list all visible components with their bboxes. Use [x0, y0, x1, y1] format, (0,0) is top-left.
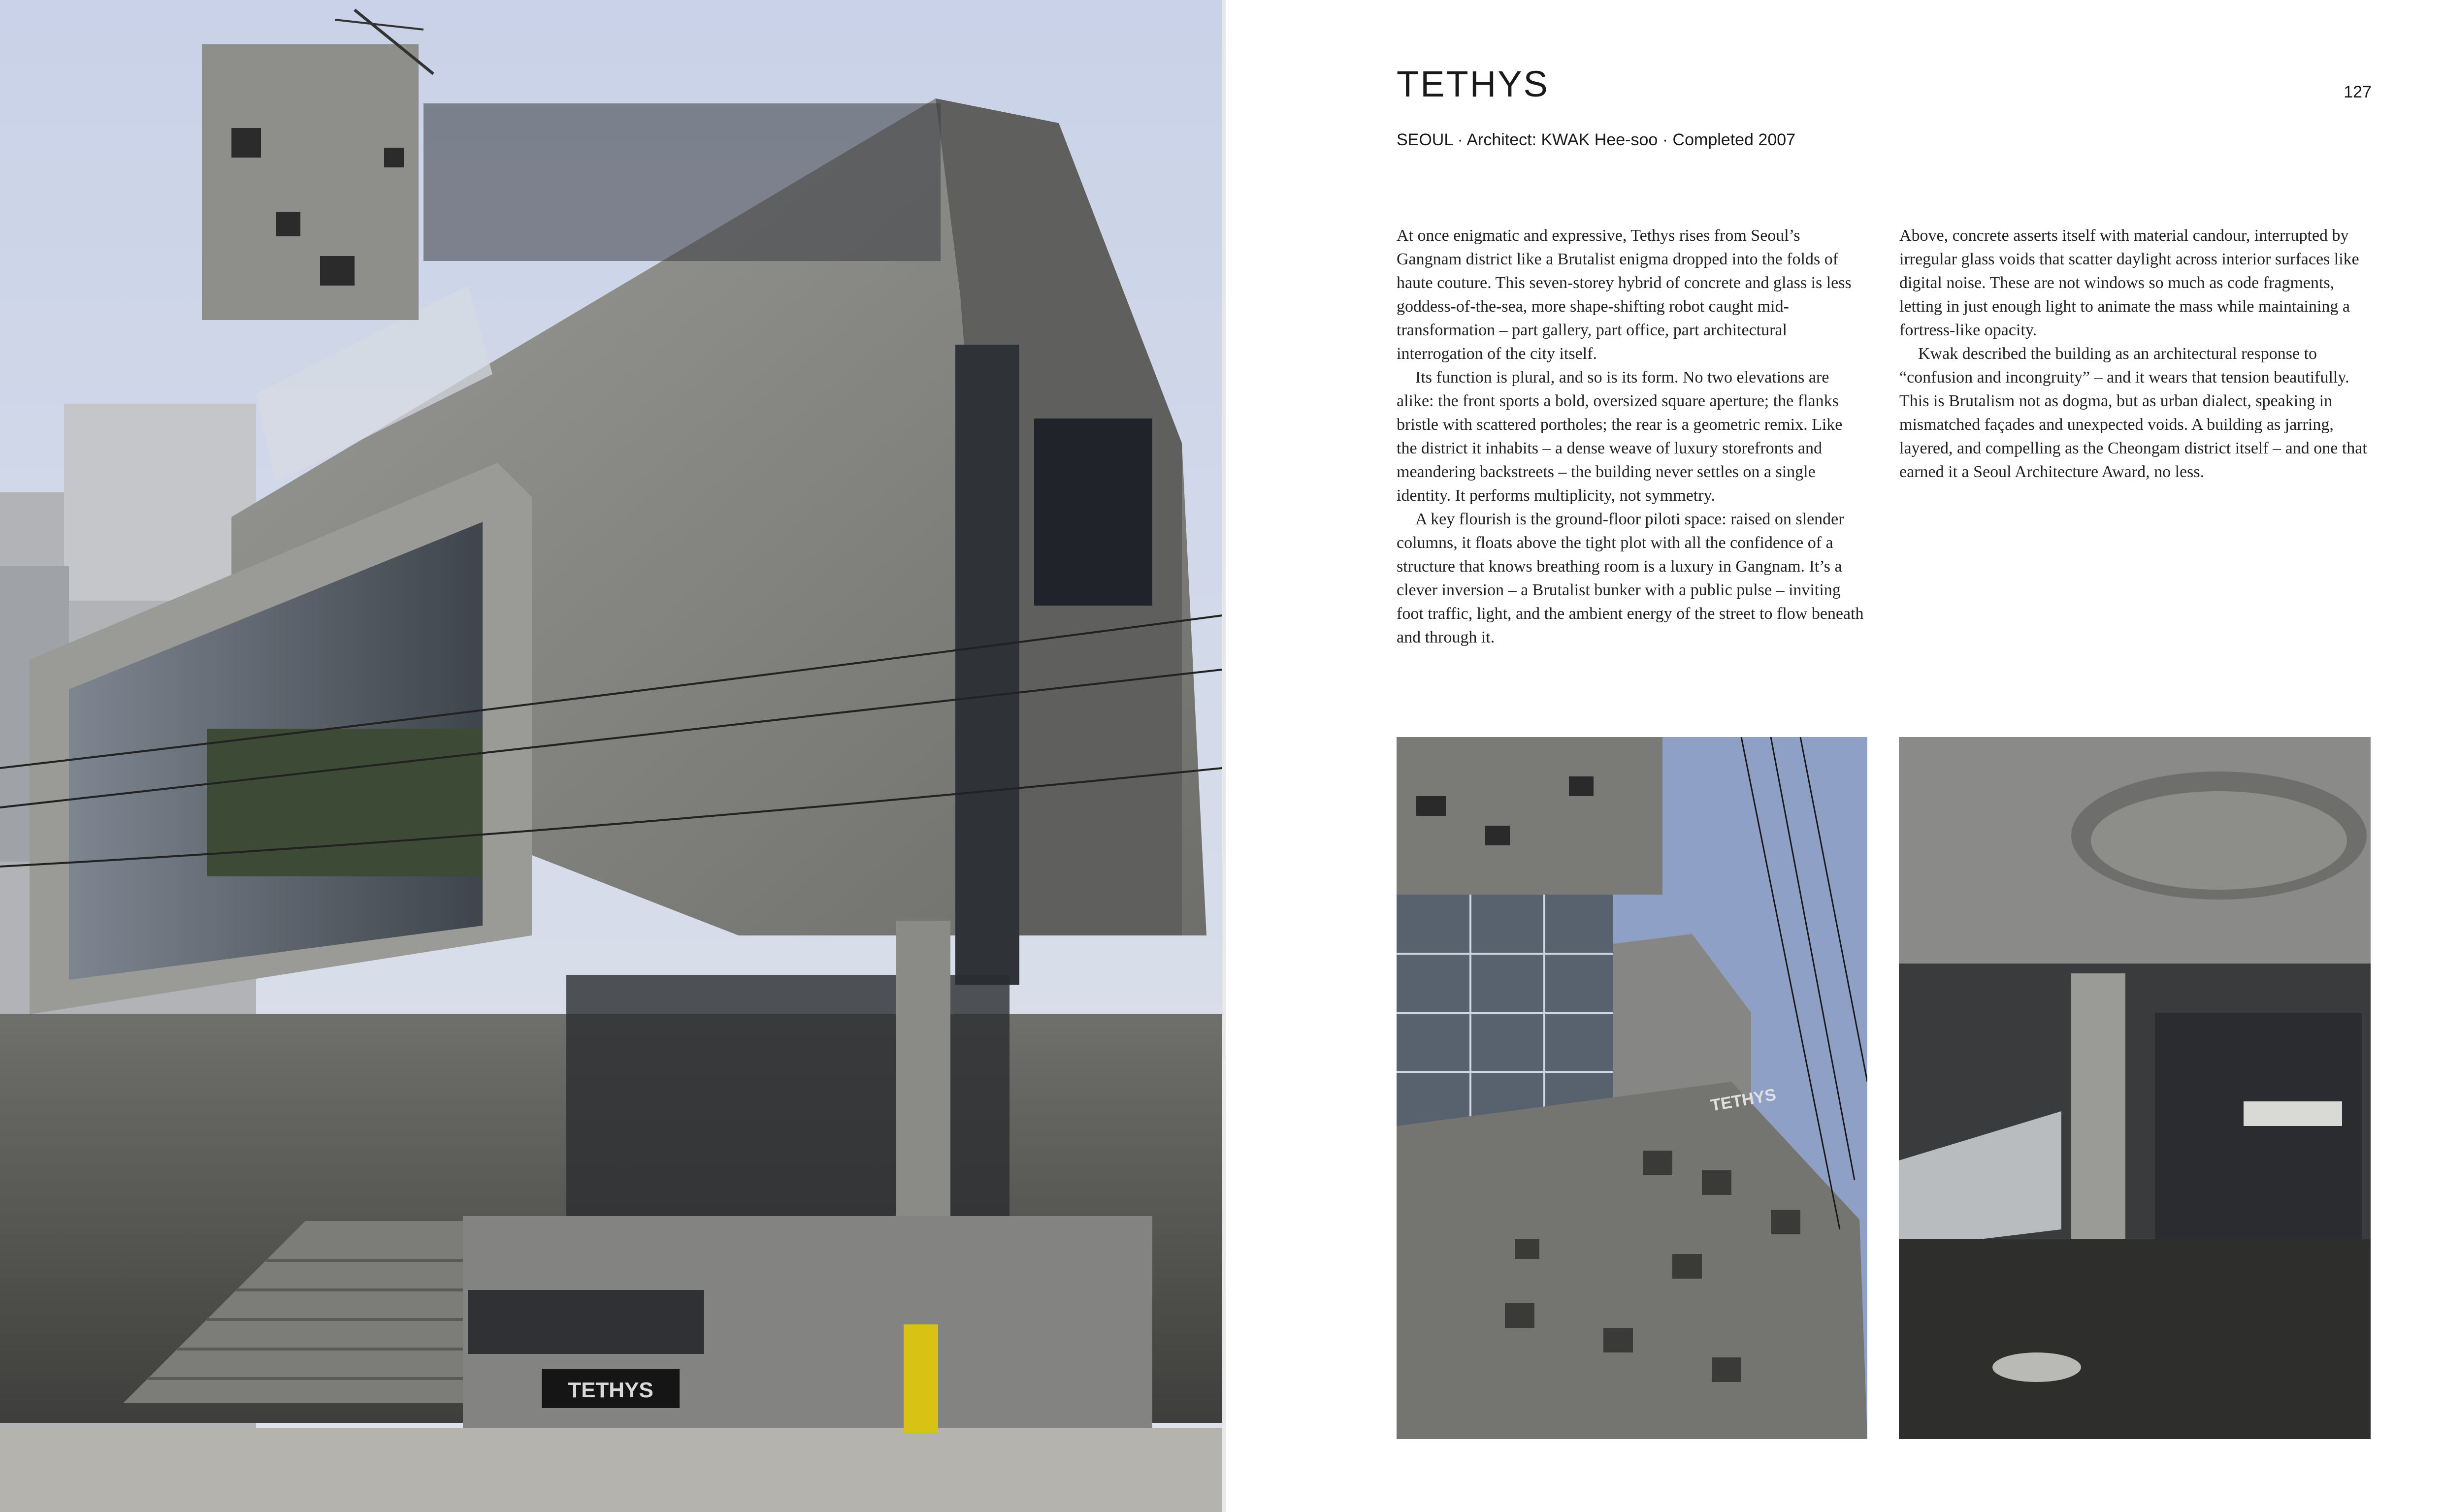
paragraph: A key flourish is the ground-floor piloti space: raised on slender columns, it floats above the tight plot with all the confidence of a structure that knows breathing room is a luxury in Gangnam. It’s a clever inversion – a Brutalist bunker with a public pulse – inviting foot traffic, light, and the ambient energy of the street to flow beneath and through it.	[1397, 510, 1864, 646]
paragraph: Kwak described the building as an architectural response to “confusion and incongruity” – and it wears that tension beautifully. This is Brutalism not as dogma, but as urban dialect, speaking in mismatched façades and unexpected voids. A building as jarring, layered, and compelling as the Cheongam district itself – and one that earned it a Seoul Architecture Award, no less.	[1899, 345, 2367, 481]
facade-detail-photo	[1397, 737, 1867, 1439]
page-title: TETHYS	[1397, 64, 1549, 104]
page-number: 127	[2344, 83, 2372, 101]
storefront-sign-text: TETHYS	[568, 1378, 653, 1402]
text-column-2	[1899, 224, 2367, 484]
paragraph: Above, concrete asserts itself with material candour, interrupted by irregular glass voids that scatter daylight across interior surfaces like digital noise. These are not windows so much as code fragments, letting in just enough light to animate the mass while maintaining a fortress-like opacity.	[1899, 226, 2359, 339]
text-column-1	[1397, 224, 1864, 649]
page-gutter	[1222, 0, 1226, 1512]
facade-sign-text: TETHYS	[1709, 1085, 1778, 1115]
project-subtitle: SEOUL · Architect: KWAK Hee-soo · Completed 2007	[1397, 130, 1796, 149]
paragraph: Its function is plural, and so is its form. No two elevations are alike: the front sports a bold, oversized square aperture; the flanks bristle with scattered portholes; the rear is a geometric remix. Like the district it inhabits – a dense weave of luxury storefronts and meandering backstreets – the building never settles on a single identity. It performs multiplicity, not symmetry.	[1397, 368, 1843, 505]
piloti-interior-photo	[1899, 737, 2371, 1439]
paragraph: At once enigmatic and expressive, Tethys rises from Seoul’s Gangnam district like a Brutalist enigma dropped into the folds of haute couture. This seven-storey hybrid of concrete and glass is less goddess-of-the-sea, more shape-shifting robot caught mid-transformation – part gallery, part office, part architectural interrogation of the city itself.	[1397, 226, 1852, 363]
